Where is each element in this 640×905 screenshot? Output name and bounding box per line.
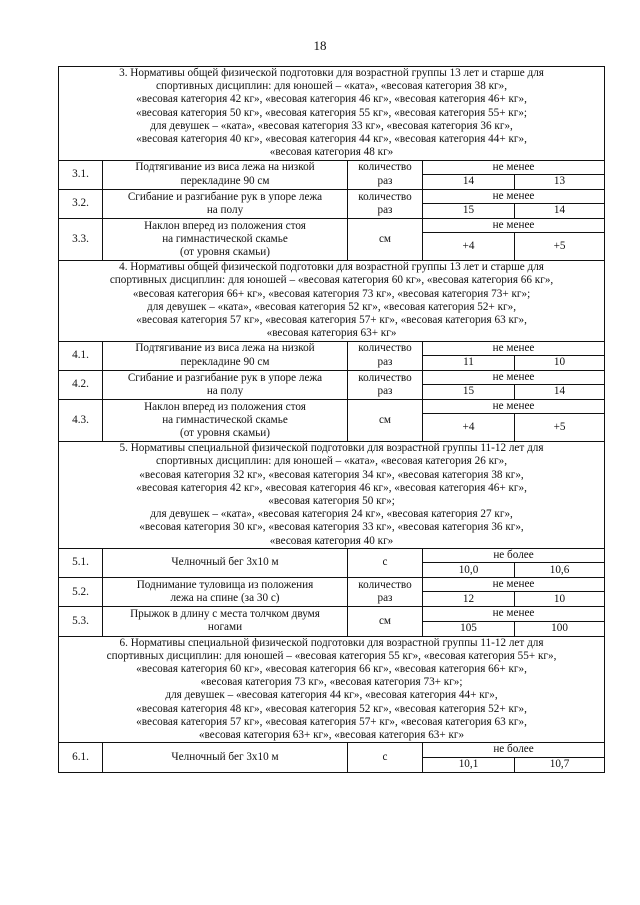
section-title	[59, 67, 605, 161]
section-title-line: 6. Нормативы специальной физической подготовки для возрастной группы 11-12 лет для	[119, 636, 544, 649]
norm-name	[103, 189, 348, 218]
norm-unit-line: см	[378, 232, 392, 245]
norm-unit	[348, 548, 423, 577]
norm-number: 5.1.	[59, 548, 103, 577]
section-title-line: «весовая категория 32 кг», «весовая категория 34 кг», «весовая категория 38 кг»,	[139, 468, 524, 481]
norm-value-girls: 10,6	[515, 563, 605, 578]
norm-value-boys: 105	[423, 621, 515, 636]
section-title-line: «весовая категория 30 кг», «весовая категория 33 кг», «весовая категория 36 кг»,	[139, 521, 524, 534]
norm-unit-line: раз	[377, 592, 393, 605]
norm-value-girls: 10	[515, 355, 605, 370]
norm-value-girls: 10	[515, 592, 605, 607]
norm-name-line: Подтягивание из виса лежа на низкой	[135, 342, 315, 355]
norm-criterion: не менее	[423, 607, 605, 621]
section-title-line: «весовая категория 48 кг», «весовая категория 52 кг», «весовая категория 52+ кг»,	[136, 702, 527, 715]
section-title-row	[59, 442, 605, 549]
norm-unit-line: см	[378, 614, 392, 627]
table-row	[59, 370, 605, 384]
norm-value-boys: 11	[423, 355, 515, 370]
norm-unit-line: раз	[377, 203, 393, 216]
norm-name	[103, 743, 348, 772]
section-title-line: 3. Нормативы общей физической подготовки для возрастной группы 13 лет и старше для	[119, 67, 544, 79]
norm-unit-line: количество	[358, 190, 412, 203]
norm-value-boys: 10,1	[423, 757, 515, 772]
norm-name	[103, 341, 348, 370]
page-number: 18	[313, 38, 327, 53]
section-title-line: для девушек – «ката», «весовая категория 24 кг», «весовая категория 27 кг»,	[150, 508, 513, 521]
norm-criterion: не менее	[423, 189, 605, 203]
norm-unit-line: раз	[377, 384, 393, 397]
norm-value-girls: 14	[515, 203, 605, 218]
section-title-row	[59, 261, 605, 341]
norm-name-line: на полу	[206, 203, 244, 216]
norm-unit-line: количество	[358, 342, 412, 355]
norm-unit	[348, 370, 423, 399]
section-title-line: «весовая категория 73 кг», «весовая категория 73+ кг»;	[200, 676, 463, 689]
norm-number: 3.2.	[59, 189, 103, 218]
section-title-line: «весовая категория 63+ кг»	[266, 327, 397, 340]
norm-name-line: (от уровня скамьи)	[180, 246, 270, 259]
table-row	[59, 341, 605, 355]
section-title-line: «весовая категория 50 кг», «весовая категория 55 кг», «весовая категория 55+ кг»;	[135, 106, 528, 119]
section-title	[59, 636, 605, 743]
norm-unit	[348, 218, 423, 260]
norm-value-boys: 10,0	[423, 563, 515, 578]
norm-criterion: не менее	[423, 160, 605, 174]
norm-name-line: на гимнастической скамье	[162, 232, 288, 245]
norm-unit-line: с	[382, 556, 388, 569]
norm-criterion: не менее	[423, 341, 605, 355]
norm-name-line: перекладине 90 см	[180, 174, 270, 187]
norm-unit	[348, 160, 423, 189]
norm-unit-line: см	[378, 413, 392, 426]
norm-name	[103, 370, 348, 399]
norm-value-boys: 15	[423, 384, 515, 399]
norm-name-line: (от уровня скамьи)	[180, 427, 270, 440]
norm-name	[103, 160, 348, 189]
norms-table	[58, 66, 605, 773]
norm-unit-line: раз	[377, 174, 393, 187]
norm-number: 3.1.	[59, 160, 103, 189]
section-title-line: для девушек – «ката», «весовая категория 33 кг», «весовая категория 36 кг»,	[150, 119, 513, 132]
section-title-line: для девушек – «весовая категория 44 кг», «весовая категория 44+ кг»,	[165, 689, 498, 702]
norm-name-line: Сгибание и разгибание рук в упоре лежа	[127, 190, 323, 203]
section-title-line: «весовая категория 40 кг»	[269, 534, 394, 547]
table-row	[59, 160, 605, 174]
section-title-line: «весовая категория 40 кг», «весовая категория 44 кг», «весовая категория 44+ кг»,	[136, 133, 527, 146]
section-title-line: «весовая категория 57 кг», «весовая категория 57+ кг», «весовая категория 63 кг»,	[136, 715, 527, 728]
table-row	[59, 578, 605, 592]
norm-number: 5.2.	[59, 578, 103, 607]
norm-name-line: Наклон вперед из положения стоя	[144, 400, 306, 413]
norm-criterion: не менее	[423, 578, 605, 592]
norm-criterion: не менее	[423, 399, 605, 413]
norm-value-boys: +4	[423, 414, 515, 442]
norm-unit	[348, 743, 423, 772]
norm-name-line: перекладине 90 см	[180, 355, 270, 368]
norm-value-boys: 14	[423, 174, 515, 189]
norm-name-line: Прыжок в длину с места толчком двумя	[130, 608, 320, 621]
section-title-line: 4. Нормативы общей физической подготовки для возрастной группы 13 лет и старше для	[119, 261, 544, 274]
norm-criterion: не более	[423, 743, 605, 757]
section-title-line: «весовая категория 42 кг», «весовая категория 46 кг», «весовая категория 46+ кг»,	[136, 481, 527, 494]
section-title-row	[59, 636, 605, 743]
norm-unit-line: количество	[358, 161, 412, 174]
norm-name-line: Сгибание и разгибание рук в упоре лежа	[127, 371, 323, 384]
section-title-line: спортивных дисциплин: для юношей – «весовая категория 60 кг», «весовая категория 66 кг»,	[109, 274, 554, 287]
section-title	[59, 261, 605, 341]
norm-number: 4.1.	[59, 341, 103, 370]
norm-unit	[348, 341, 423, 370]
norm-value-girls: +5	[515, 233, 605, 261]
norm-value-girls: 13	[515, 174, 605, 189]
norm-name-line: на гимнастической скамье	[162, 413, 288, 426]
norm-number: 4.2.	[59, 370, 103, 399]
section-title-line: для девушек – «ката», «весовая категория 52 кг», «весовая категория 52+ кг»,	[147, 300, 516, 313]
section-title-line: «весовая категория 57 кг», «весовая категория 57+ кг», «весовая категория 63 кг»,	[136, 314, 527, 327]
section-title	[59, 442, 605, 549]
norm-name	[103, 399, 348, 441]
norm-value-boys: 12	[423, 592, 515, 607]
norm-unit	[348, 607, 423, 636]
table-row	[59, 743, 605, 757]
norm-number: 4.3.	[59, 399, 103, 441]
table-row	[59, 548, 605, 562]
norm-criterion: не менее	[423, 370, 605, 384]
norm-number: 5.3.	[59, 607, 103, 636]
norm-number: 6.1.	[59, 743, 103, 772]
section-title-line: спортивных дисциплин: для юношей – «весовая категория 55 кг», «весовая категория 55+ кг»,	[106, 649, 557, 662]
norm-criterion: не менее	[423, 218, 605, 232]
section-title-line: «весовая категория 42 кг», «весовая категория 46 кг», «весовая категория 46+ кг»,	[136, 93, 527, 106]
norm-name	[103, 548, 348, 577]
table-row	[59, 189, 605, 203]
norm-unit-line: раз	[377, 355, 393, 368]
section-title-line: «весовая категория 50 кг»;	[268, 495, 395, 508]
norm-name-line: на полу	[206, 384, 244, 397]
norm-unit	[348, 578, 423, 607]
norm-unit-line: количество	[358, 371, 412, 384]
norm-value-boys: +4	[423, 233, 515, 261]
norm-unit-line: с	[382, 750, 388, 763]
norm-name-line: Поднимание туловища из положения	[136, 579, 314, 592]
table-row	[59, 218, 605, 232]
norm-value-boys: 15	[423, 203, 515, 218]
norm-name	[103, 218, 348, 260]
norm-number: 3.3.	[59, 218, 103, 260]
norm-unit	[348, 189, 423, 218]
section-title-row	[59, 67, 605, 161]
section-title-line: «весовая категория 63+ кг», «весовая категория 63+ кг»	[198, 729, 465, 742]
norm-name-line: Подтягивание из виса лежа на низкой	[135, 161, 315, 174]
section-title-line: спортивных дисциплин: для юношей – «ката», «весовая категория 38 кг»,	[156, 80, 508, 93]
norm-criterion: не более	[423, 548, 605, 562]
section-title-line: «весовая категория 66+ кг», «весовая категория 73 кг», «весовая категория 73+ кг»;	[132, 287, 531, 300]
table-row	[59, 399, 605, 413]
norm-name-line: Челночный бег 3х10 м	[171, 750, 279, 763]
norm-value-girls: 14	[515, 384, 605, 399]
norm-name-line: ногами	[207, 621, 243, 634]
section-title-line: 5. Нормативы специальной физической подготовки для возрастной группы 11-12 лет для	[119, 442, 544, 455]
norm-name-line: Наклон вперед из положения стоя	[144, 219, 306, 232]
norm-name-line: лежа на спине (за 30 с)	[170, 592, 280, 605]
norm-unit-line: количество	[358, 579, 412, 592]
table-row	[59, 607, 605, 621]
norm-value-girls: 100	[515, 621, 605, 636]
norm-unit	[348, 399, 423, 441]
section-title-line: «весовая категория 60 кг», «весовая категория 66 кг», «весовая категория 66+ кг»,	[136, 663, 527, 675]
section-title-line: «весовая категория 48 кг»	[269, 146, 394, 159]
section-title-line: спортивных дисциплин: для юношей – «ката», «весовая категория 26 кг»,	[156, 455, 508, 468]
norm-value-girls: +5	[515, 414, 605, 442]
norm-value-girls: 10,7	[515, 757, 605, 772]
norm-name	[103, 607, 348, 636]
norm-name-line: Челночный бег 3х10 м	[171, 556, 279, 569]
norm-name	[103, 578, 348, 607]
